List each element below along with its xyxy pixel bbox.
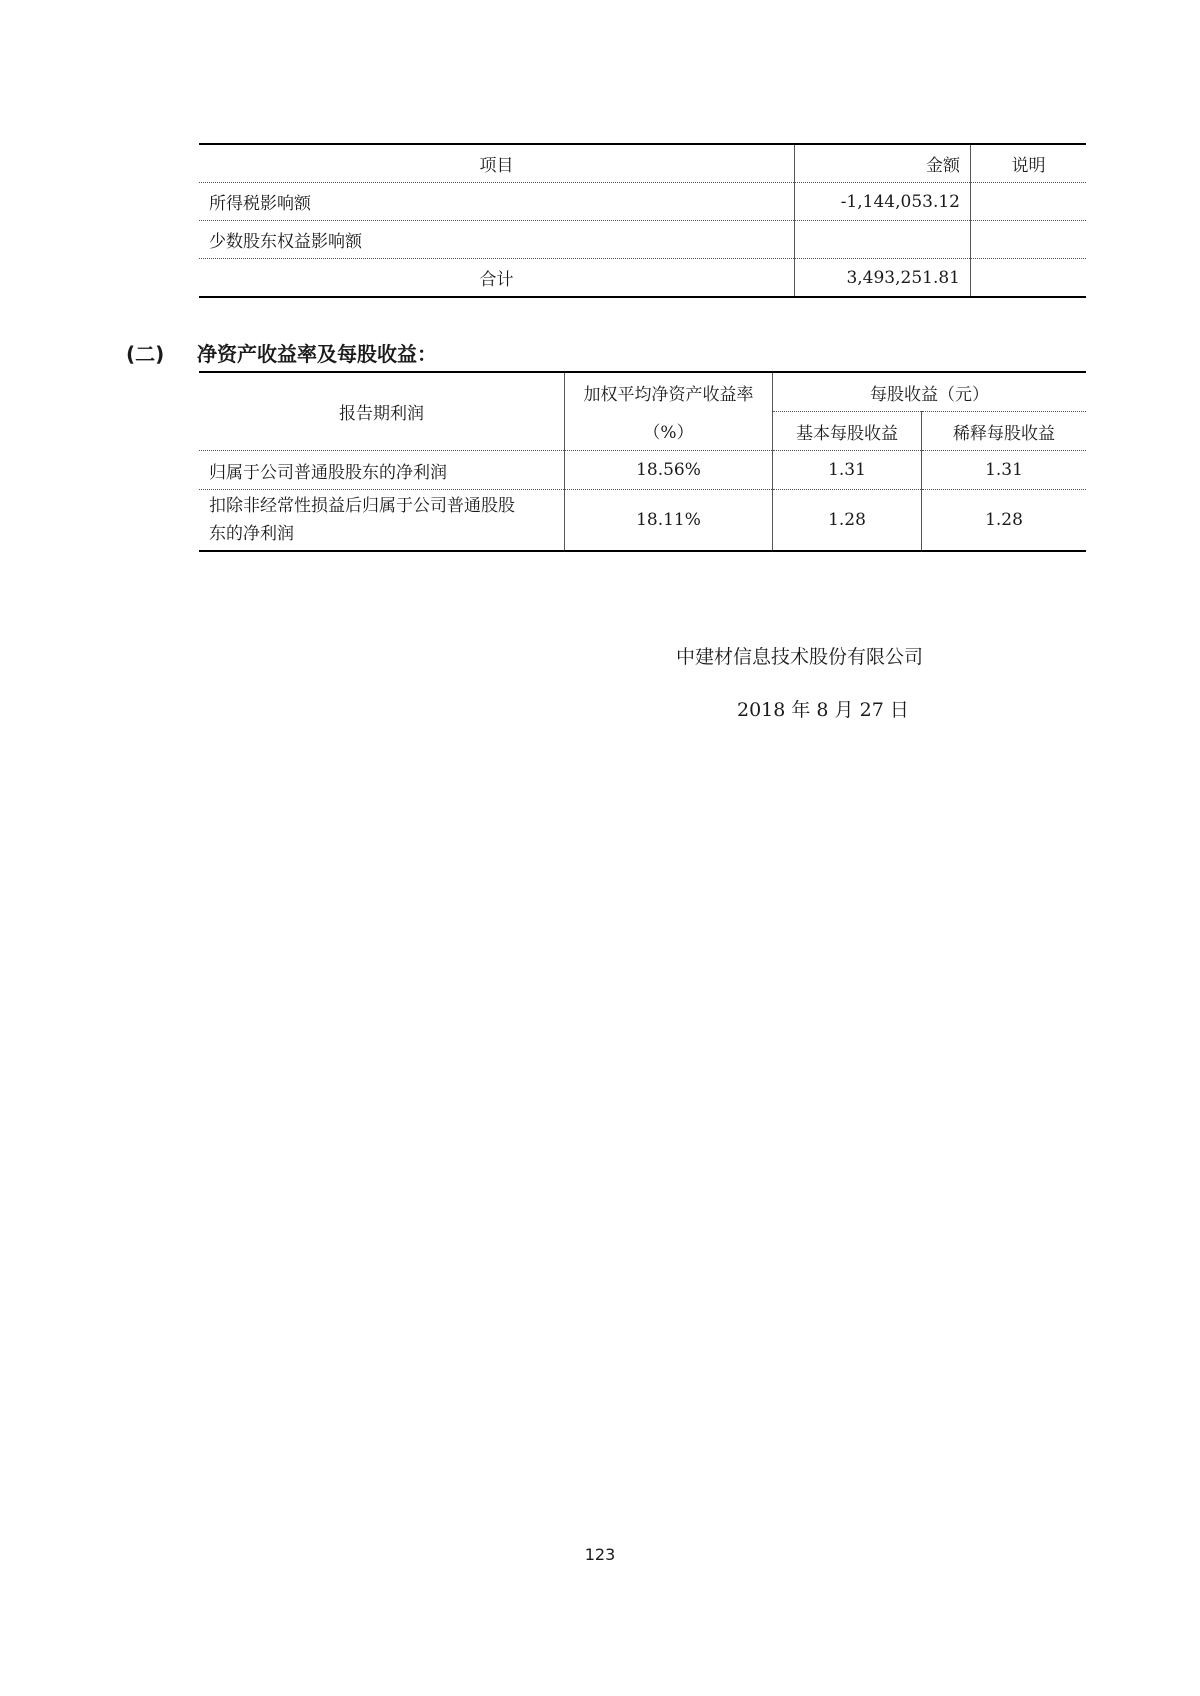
- row-note: [971, 183, 1087, 221]
- total-amount: 3,493,251.81: [795, 259, 971, 298]
- header-roe-line2: （%）: [565, 412, 773, 451]
- header-item: 项目: [199, 144, 795, 183]
- header-roe-line1: 加权平均净资产收益率: [565, 372, 773, 412]
- row-basic-eps: 1.31: [773, 451, 922, 490]
- header-diluted-eps: 稀释每股收益: [922, 412, 1087, 451]
- row-item: 少数股东权益影响额: [199, 221, 795, 259]
- non-recurring-items-table: [199, 143, 1086, 298]
- row-roe: 18.11%: [565, 490, 773, 552]
- section-title: 净资产收益率及每股收益：: [197, 342, 437, 366]
- page-number: 123: [584, 1545, 616, 1564]
- header-note: 说明: [971, 144, 1087, 183]
- table-row: [199, 490, 1086, 552]
- header-basic-eps: 基本每股收益: [773, 412, 922, 451]
- table-header-row: [199, 144, 1086, 183]
- section-number: (二): [126, 342, 165, 366]
- header-eps: 每股收益（元）: [773, 372, 1087, 412]
- row-label: [199, 490, 565, 552]
- row-item: 所得税影响额: [199, 183, 795, 221]
- total-label: 合计: [199, 259, 795, 298]
- company-name: 中建材信息技术股份有限公司: [676, 646, 924, 668]
- table-header-row: [199, 372, 1086, 412]
- row-diluted-eps: 1.28: [922, 490, 1087, 552]
- signature-date: 2018 年 8 月 27 日: [737, 699, 909, 721]
- row-label: 归属于公司普通股股东的净利润: [199, 451, 565, 490]
- row-diluted-eps: 1.31: [922, 451, 1087, 490]
- row-note: [971, 221, 1087, 259]
- row-basic-eps: 1.28: [773, 490, 922, 552]
- roe-eps-table: [199, 371, 1086, 552]
- row-amount: [795, 221, 971, 259]
- header-amount: 金额: [795, 144, 971, 183]
- row-amount: -1,144,053.12: [795, 183, 971, 221]
- table-row: [199, 183, 1086, 221]
- row-label-line2: 东的净利润: [209, 524, 294, 544]
- row-label-line1: 扣除非经常性损益后归属于公司普通股股: [209, 496, 515, 516]
- table-row: [199, 221, 1086, 259]
- total-note: [971, 259, 1087, 298]
- header-profit: 报告期利润: [199, 372, 565, 451]
- table-row: [199, 451, 1086, 490]
- row-roe: 18.56%: [565, 451, 773, 490]
- table-total-row: [199, 259, 1086, 298]
